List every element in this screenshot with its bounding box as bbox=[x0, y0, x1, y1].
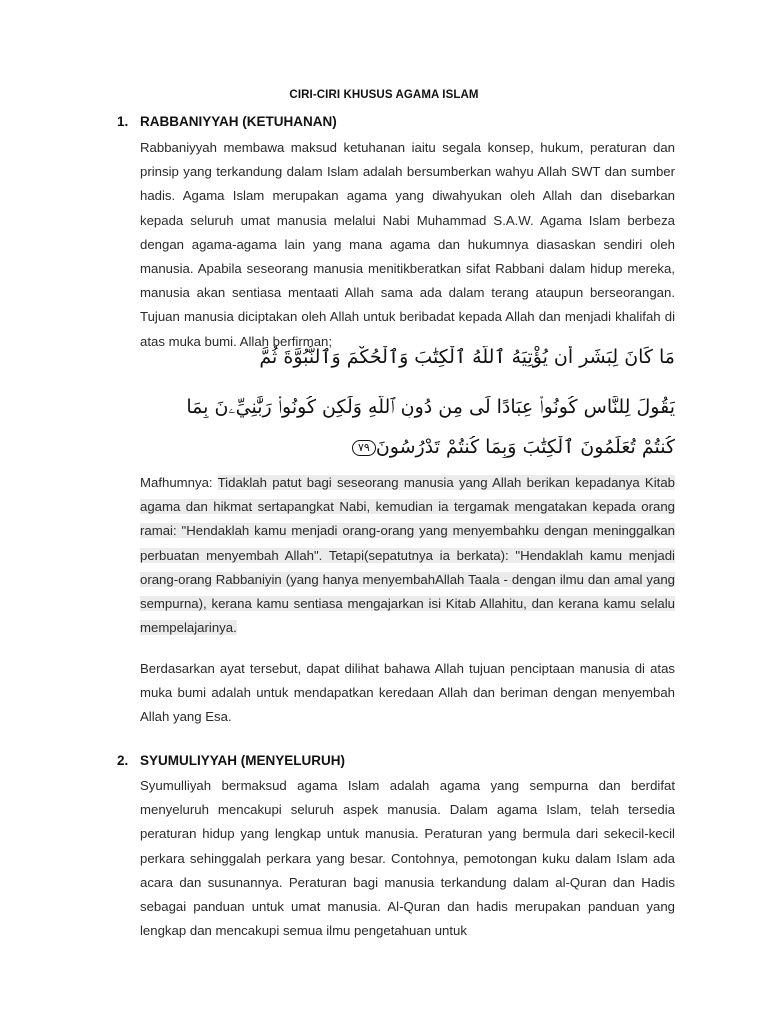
section-1-number: 1. bbox=[117, 114, 129, 129]
section-2-title: SYUMULIYYAH (MENYELURUH) bbox=[140, 753, 346, 768]
section-1-heading bbox=[117, 114, 337, 129]
section-2-heading bbox=[117, 753, 345, 768]
section-1-title: RABBANIYYAH (KETUHANAN) bbox=[140, 114, 337, 129]
section-1-conclusion: Berdasarkan ayat tersebut, dapat dilihat bahawa Allah tujuan penciptaan manusia di atas muka bumi adalah untuk mendapatkan keredaan Allah dan beriman dengan menyembah Allah yang Esa. bbox=[140, 661, 675, 725]
verse-number-badge: ٧٩ bbox=[352, 440, 376, 456]
quran-verse-line-1: مَا كَانَ لِبَشَرٍ أَن يُؤْتِيَهُ ٱللَّهُ ٱلْكِتَٰبَ وَٱلْحُكْمَ وَٱلنُّبُوَّةَ ثُمَّ bbox=[259, 346, 675, 368]
section-2-number: 2. bbox=[117, 753, 129, 768]
quran-verse-line-3-text: كُنتُمْ تُعَلِّمُونَ ٱلْكِتَٰبَ وَبِمَا كُنتُمْ تَدْرُسُونَ bbox=[375, 436, 675, 458]
quran-verse-line-2: يَقُولَ لِلنَّاسِ كُونُوا۟ عِبَادًا لِّى مِن دُونِ ٱللَّهِ وَلَٰكِن كُونُوا۟ رَبَّٰنِيِّۦنَ بِمَا bbox=[186, 396, 675, 418]
section-2-intro: Syumulliyah bermaksud agama Islam adalah agama yang sempurna dan berdifat menyeluruh mencakupi seluruh aspek manusia. Dalam agama Islam, telah tersedia peraturan hidup yang lengkap untuk manusia. Peraturan yang bermula dari sekecil-kecil perkara sehinggalah perkara yang besar. Contohnya, pemotongan kuku dalam Islam ada acara dan susunannya. Peraturan bagi manusia terkandung dalam al-Quran dan Hadis sebagai panduan untuk umat manusia. Al-Quran dan hadis merupakan panduan yang lengkap dan mencakupi semua ilmu pengetahuan untuk bbox=[140, 778, 675, 939]
section-1-intro: Rabbaniyyah membawa maksud ketuhanan iaitu segala konsep, hukum, peraturan dan prinsip yang terkandung dalam Islam adalah bersumberkan wahyu Allah SWT dan sumber hadis. Agama Islam merupakan agama yang diwahyukan oleh Allah dan disebarkan kepada seluruh umat manusia melalui Nabi Muhammad S.A.W. Agama Islam berbeza dengan agama-agama lain yang mana agama dan hukumnya diasaskan sendiri oleh manusia. Apabila seseorang manusia menitikberatkan sifat Rabbani dalam hidup mereka, manusia akan sentiasa mentaati Allah sama ada dalam terang ataupun berseorangan. Tujuan manusia diciptakan oleh Allah untuk beribadat kepada Allah dan menjadi khalifah di atas muka bumi. Allah berfirman; bbox=[140, 140, 675, 349]
mafhum-label: Mafhumnya: bbox=[140, 475, 213, 490]
quran-verse-line-3 bbox=[140, 436, 675, 458]
mafhum-paragraph bbox=[140, 471, 675, 640]
document-title: CIRI-CIRI KHUSUS AGAMA ISLAM bbox=[289, 89, 479, 101]
mafhum-translation: Tidaklah patut bagi seseorang manusia yang Allah berikan kepadanya Kitab agama dan hikmat sertapangkat Nabi, kemudian ia tergamak mengatakan kepada orang ramai: "Hendaklah kamu menjadi orang-orang yang menyembahku dengan meninggalkan perbuatan menyembah Allah". Tetapi(sepatutnya ia berkata): "Hendaklah kamu menjadi orang-orang Rabbaniyin (yang hanya menyembahAllah Taala - dengan ilmu dan amal yang sempurna), kerana kamu sentiasa mengajarkan isi Kitab Allahitu, dan kerana kamu selalu mempelajarinya. bbox=[140, 475, 675, 636]
